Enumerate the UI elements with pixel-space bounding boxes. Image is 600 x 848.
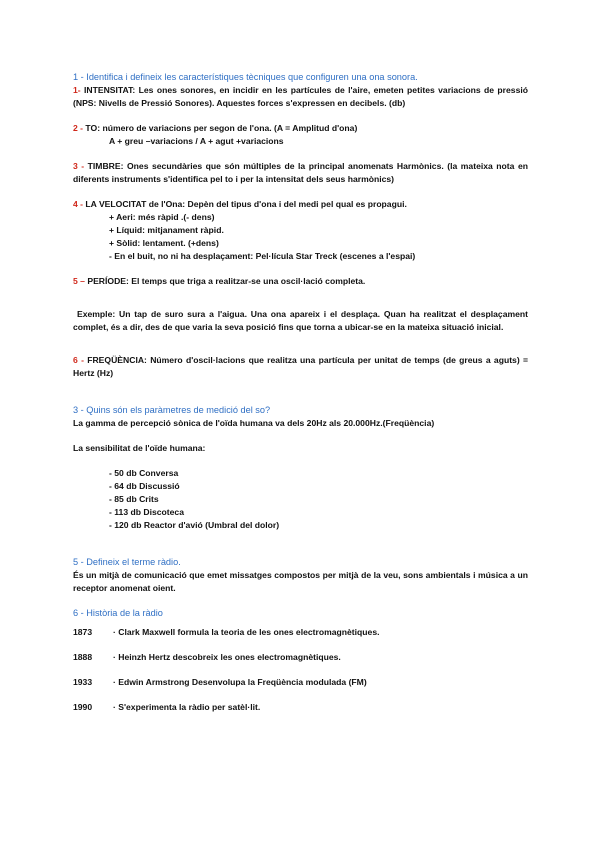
- timbre-number: 3 -: [73, 161, 85, 171]
- freq-text: FREQÜÈNCIA: Número d'oscil·lacions que realitza una partícula per unitat de temps (de greus a aguts) = Hertz (Hz): [73, 355, 529, 378]
- event-text: · Heinzh Hertz descobreix les ones electromagnètiques.: [113, 652, 341, 662]
- event-year: 1888: [73, 652, 93, 662]
- radio-definition: És un mitjà de comunicació que emet missatges compostos per mitjà de la veu, sons ambientals i música a un receptor anomenat oient.: [73, 570, 528, 593]
- intensitat-paragraph: [73, 84, 528, 110]
- event-year: 1873: [73, 627, 93, 637]
- intensitat-number: 1-: [73, 85, 81, 95]
- history-event: [73, 626, 528, 639]
- db-level-item: - 64 db Discussió: [109, 481, 180, 491]
- to-number: 2 -: [73, 123, 84, 133]
- event-year: 1990: [73, 702, 93, 712]
- timbre-paragraph: [73, 160, 528, 186]
- freq-number: 6 -: [73, 355, 84, 365]
- history-event: [73, 651, 528, 664]
- event-text: · Clark Maxwell formula la teoria de les ones electromagnètiques.: [113, 627, 380, 637]
- document-page: [73, 71, 528, 714]
- section-1-heading: 1 - Identifica i defineix les característiques tècniques que configuren una ona sonora.: [73, 72, 418, 82]
- db-level-item: - 113 db Discoteca: [109, 507, 184, 517]
- periode-text: PERÍODE: El temps que triga a realitzar-se una oscil·lació completa.: [84, 276, 366, 286]
- event-text: · S'experimenta la ràdio per satèl·lit.: [113, 702, 261, 712]
- db-level-item: - 85 db Crits: [109, 494, 159, 504]
- velocitat-item: + Líquid: mitjanament ràpid.: [109, 225, 224, 235]
- velocitat-item: + Sòlid: lentament. (+dens): [109, 238, 219, 248]
- section-6-heading: 6 - Història de la ràdio: [73, 608, 163, 618]
- periode-paragraph: [73, 275, 528, 288]
- to-text: TO: número de variacions per segon de l'ona. (A = Amplitud d'ona): [83, 123, 358, 133]
- exemple-paragraph: Exemple: Un tap de suro sura a l'aigua. Una ona apareix i el desplaça. Quan ha realitzat el desplaçament complet, és a dir, des de que varia la seva posició fins que torna a ubicar-se en la mateixa situació inicial.: [73, 309, 528, 332]
- to-paragraph: [73, 122, 528, 135]
- percepcio-line: La gamma de percepció sònica de l'oïda humana va dels 20Hz als 20.000Hz.(Freqüència): [73, 418, 435, 428]
- velocitat-number: 4 -: [73, 199, 84, 209]
- section-3-heading: 3 - Quins són els paràmetres de medició del so?: [73, 405, 271, 415]
- to-line2: A + greu –variacions / A + agut +variacions: [109, 136, 284, 146]
- history-event: [73, 676, 528, 689]
- periode-number: 5 –: [73, 276, 85, 286]
- event-text: · Edwin Armstrong Desenvolupa la Freqüència modulada (FM): [113, 677, 367, 687]
- db-level-item: - 50 db Conversa: [109, 468, 179, 478]
- intensitat-text: INTENSITAT: Les ones sonores, en incidir en les partícules de l'aire, emeten petites variacions de pressió (NPS: Nivells de Pressió Sonores). Aquestes forces s'expressen en decibels. (db): [73, 85, 528, 108]
- freq-paragraph: [73, 354, 528, 380]
- history-event: [73, 701, 528, 714]
- db-level-item: - 120 db Reactor d'avió (Umbral del dolor): [109, 520, 280, 530]
- velocitat-item: - En el buit, no ni ha desplaçament: Pel·lícula Star Treck (escenes a l'espai): [109, 251, 416, 261]
- velocitat-paragraph: [73, 198, 528, 211]
- event-year: 1933: [73, 677, 93, 687]
- timbre-text: TIMBRE: Ones secundàries que són múltiples de la principal anomenats Harmònics. (la mateixa nota en diferents instruments s'identifica pel to i per la intensitat dels seus harmònics): [73, 161, 528, 184]
- velocitat-item: + Aeri: més ràpid .(- dens): [109, 212, 215, 222]
- velocitat-text: LA VELOCITAT de l'Ona: Depèn del tipus d'ona i del medi pel qual es propagui.: [83, 199, 407, 209]
- section-5-heading: 5 - Defineix el terme ràdio.: [73, 557, 181, 567]
- sensibilitat-line: La sensibilitat de l'oïde humana:: [73, 443, 206, 453]
